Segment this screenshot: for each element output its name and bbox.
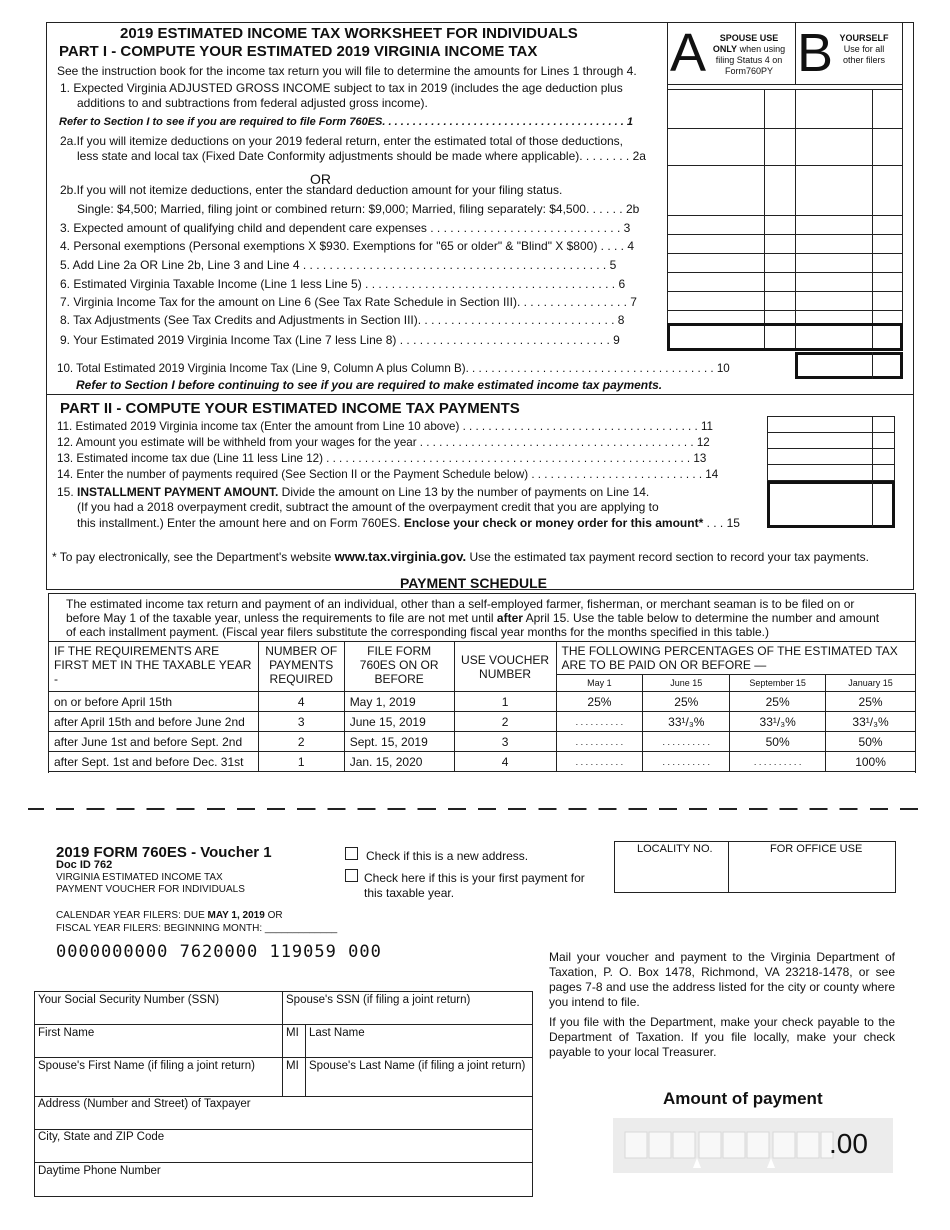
spouse-mi-field[interactable]: MI	[286, 1060, 299, 1072]
note-post: Use the estimated tax payment record section to record your tax payments.	[466, 550, 869, 564]
col-a-bold1: SPOUSE USE	[719, 33, 779, 43]
line-13-field[interactable]	[767, 448, 895, 465]
row-pct: . . . . . . . . . .	[556, 712, 643, 732]
line-7: 7. Virginia Income Tax for the amount on Line 6 (See Tax Rate Schedule in Section III). . . . . . . . . . . . . . . . . 7	[60, 295, 637, 309]
row-num: 1	[258, 752, 344, 772]
row-pct: 50%	[826, 732, 916, 752]
schedule-title: PAYMENT SCHEDULE	[400, 575, 548, 591]
line-15c-post: . . . 15	[703, 516, 740, 530]
row-num: 2	[258, 732, 344, 752]
note-pre: * To pay electronically, see the Department's website	[52, 550, 335, 564]
col-b-bold: YOURSELF	[839, 33, 889, 43]
new-address-checkbox[interactable]	[345, 847, 358, 860]
line-1c: Refer to Section I to see if you are required to file Form 760ES. . . . . . . . . . . . . . . . . . . . . . . . . . . . . . . . . . . . . . . . 1	[59, 116, 633, 128]
row-pct: 50%	[730, 732, 826, 752]
voucher-docid: Doc ID 762	[56, 859, 113, 871]
sub-may: May 1	[556, 675, 643, 692]
row-pct: 25%	[643, 692, 730, 712]
line-2a-1: 2a.If you will itemize deductions on your 2019 federal return, enter the estimated total of those deductions,	[60, 134, 623, 148]
locality-label: LOCALITY NO.	[637, 843, 713, 855]
line10-box[interactable]	[795, 352, 903, 379]
amount-title: Amount of payment	[663, 1089, 823, 1108]
line-3: 3. Expected amount of qualifying child and dependent care expenses . . . . . . . . . . . . . . . . . . . . . . . . . . . . . 3	[60, 221, 631, 235]
p2-cents-sep	[872, 416, 873, 481]
table-row	[49, 752, 916, 772]
table-row	[49, 732, 916, 752]
row-file: June 15, 2019	[344, 712, 454, 732]
grid-row-5	[667, 272, 903, 273]
last-name-field[interactable]: Last Name	[309, 1027, 365, 1039]
column-a-label	[705, 33, 793, 77]
row-file: Sept. 15, 2019	[344, 732, 454, 752]
row-sep-5	[34, 1162, 533, 1163]
row-pct: 100%	[826, 752, 916, 772]
row-sep-4	[34, 1129, 533, 1130]
line-11: 11. Estimated 2019 Virginia income tax (Enter the amount from Line 10 above) . . . . . . . . . . . . . . . . . . . . . . . . . . . . . . . . . . . . . 11	[57, 420, 713, 433]
sub-january: January 15	[826, 675, 916, 692]
column-b-label	[833, 33, 895, 66]
row-pct: 33¹/₃%	[643, 712, 730, 732]
row-voucher: 4	[454, 752, 556, 772]
row-when: after Sept. 1st and before Dec. 31st	[49, 752, 259, 772]
col-header-sep	[795, 22, 796, 84]
col-b-l2: Use for all	[843, 44, 885, 54]
grid-row-4	[667, 253, 903, 254]
row-file: Jan. 15, 2020	[344, 752, 454, 772]
row-sep-3	[34, 1096, 533, 1097]
header-voucher: USE VOUCHER NUMBER	[454, 642, 556, 692]
line-2b-2: Single: $4,500; Married, filing joint or combined return: $9,000; Married, filing separately: $4,500. . . . . . 2b	[77, 202, 640, 216]
row-sep-2	[34, 1057, 533, 1058]
line15-cents-sep	[872, 482, 873, 527]
line-or: OR	[310, 171, 331, 187]
first-payment-label-2: this taxable year.	[364, 886, 455, 900]
line-15a-rest: Divide the amount on Line 13 by the number of payments on Line 14.	[278, 485, 650, 499]
row-pct: . . . . . . . . . .	[730, 752, 826, 772]
row-when: after June 1st and before Sept. 2nd	[49, 732, 259, 752]
line-10: 10. Total Estimated 2019 Virginia Income Tax (Line 9, Column A plus Column B). . . . . . . . . . . . . . . . . . . . . . . . . . . . . . . . . . . . . . . 10	[57, 362, 730, 375]
col-a-l4: Form760PY	[724, 66, 774, 76]
row-pct: 25%	[556, 692, 643, 712]
row-file: May 1, 2019	[344, 692, 454, 712]
row-pct: 25%	[730, 692, 826, 712]
row-sep-1	[34, 1024, 533, 1025]
col-b-l3: other filers	[842, 55, 886, 65]
new-address-label: Check if this is a new address.	[366, 849, 529, 863]
row-when: after April 15th and before June 2nd	[49, 712, 259, 732]
col-a-rest: when using	[737, 44, 786, 54]
locality-field[interactable]	[616, 858, 726, 891]
sched-p2-bold: after	[496, 611, 523, 625]
line-11-field[interactable]	[767, 416, 895, 433]
line-14: 14. Enter the number of payments required (See Section II or the Payment Schedule below) . . . . . . . . . . . . . . . . . . . . . . . . . . . 14	[57, 468, 719, 481]
schedule-paragraph-1: The estimated income tax return and payment of an individual, other than a self-employed farmer, fisherman, or merchant seaman is to be filed on or	[66, 597, 855, 611]
line-15b: (If you had a 2018 overpayment credit, subtract the amount of the overpayment credit that you are applying to	[77, 500, 659, 514]
col-a-bold2: ONLY	[712, 44, 738, 54]
tax-website-link[interactable]: www.tax.virginia.gov.	[334, 549, 467, 564]
part1-intro: See the instruction book for the income tax return you will file to determine the amounts for Lines 1 through 4.	[57, 64, 637, 78]
spouse-last-name-field[interactable]: Spouse's Last Name (if filing a joint return)	[309, 1060, 526, 1072]
line-15a-pre: 15.	[57, 485, 78, 499]
row-num: 4	[258, 692, 344, 712]
line-1a: 1. Expected Virginia ADJUSTED GROSS INCOME subject to tax in 2019 (includes the age deduction plus	[60, 81, 623, 95]
cal-pre: CALENDAR YEAR FILERS: DUE	[56, 910, 208, 921]
line-15a	[57, 485, 649, 499]
table-row	[49, 692, 916, 712]
row-voucher: 2	[454, 712, 556, 732]
worksheet-title: 2019 ESTIMATED INCOME TAX WORKSHEET FOR INDIVIDUALS	[120, 25, 578, 42]
line-15c-bold: Enclose your check or money order for this amount*	[403, 516, 704, 530]
part2-title: PART II - COMPUTE YOUR ESTIMATED INCOME TAX PAYMENTS	[60, 400, 520, 417]
line-2b-1: 2b.If you will not itemize deductions, enter the standard deduction amount for your filing status.	[60, 183, 563, 197]
line-13: 13. Estimated income tax due (Line 11 less Line 12) . . . . . . . . . . . . . . . . . . . . . . . . . . . . . . . . . . . . . . . . . . . . . . . . . . . . . . . . . 13	[57, 452, 707, 465]
grid-row-7	[667, 310, 903, 311]
row-pct: 25%	[826, 692, 916, 712]
sched-p2-pre: before May 1 of the taxable year, unless the requirements to file are not met until	[66, 611, 497, 625]
line-1b: additions to and subtractions from federal adjusted gross income).	[77, 96, 428, 110]
calendar-year-due	[56, 909, 283, 923]
grid-row-2b	[667, 215, 903, 216]
grid-row-2a	[667, 165, 903, 166]
city-state-zip-field[interactable]: City, State and ZIP Code	[38, 1131, 165, 1143]
locality-sep	[728, 841, 729, 893]
spouse-first-name-field[interactable]: Spouse's First Name (if filing a joint return)	[38, 1060, 255, 1072]
line-12-field[interactable]	[767, 432, 895, 449]
voucher-title: 2019 FORM 760ES - Voucher 1	[56, 844, 272, 861]
payable-instructions: If you file with the Department, make your check payable to the Department of Taxation. If you file locally, make your check payable to your local Treasurer.	[549, 1015, 895, 1059]
line9-box[interactable]	[667, 323, 903, 351]
spouse-ssn-field[interactable]: Spouse's SSN (if filing a joint return)	[286, 994, 471, 1006]
row-num: 3	[258, 712, 344, 732]
voucher-sub-2: PAYMENT VOUCHER FOR INDIVIDUALS	[56, 884, 245, 895]
scanline: 0000000000 7620000 119059 000	[56, 942, 382, 962]
amount-cents: .00	[829, 1128, 868, 1159]
sub-june: June 15	[643, 675, 730, 692]
line-10-note: Refer to Section I before continuing to see if you are required to make estimated income tax payments.	[76, 378, 663, 392]
line-8: 8. Tax Adjustments (See Tax Credits and Adjustments in Section III). . . . . . . . . . . . . . . . . . . . . . . . . . . . . . 8	[60, 313, 625, 327]
table-row	[49, 712, 916, 732]
row-when: on or before April 15th	[49, 692, 259, 712]
sub-september: September 15	[730, 675, 826, 692]
grid-row-3	[667, 234, 903, 235]
line-15c	[77, 516, 740, 530]
schedule-paragraph-2	[66, 611, 879, 625]
line-2a-2: less state and local tax (Fixed Date Conformity adjustments should be made where applicable). . . . . . . . 2a	[77, 149, 646, 163]
ssn-field[interactable]: Your Social Security Number (SSN)	[38, 994, 220, 1006]
mailing-instructions: Mail your voucher and payment to the Virginia Department of Taxation, P. O. Box 1478, Richmond, VA 23218-1478, or see pages 7-8 and use the address listed for the city or county where you intend to file.	[549, 950, 895, 1009]
address-field[interactable]: Address (Number and Street) of Taxpayer	[38, 1098, 251, 1110]
cal-post: OR	[264, 910, 283, 921]
line-6: 6. Estimated Virginia Taxable Income (Line 1 less Line 5) . . . . . . . . . . . . . . . . . . . . . . . . . . . . . . . . . . . . . . 6	[60, 277, 626, 291]
col-header-bottom	[667, 84, 903, 85]
header-requirements: IF THE REQUIREMENTS ARE FIRST MET IN THE TAXABLE YEAR -	[49, 642, 259, 692]
header-file-date: FILE FORM 760ES ON OR BEFORE	[344, 642, 454, 692]
grid-row-6	[667, 291, 903, 292]
row-voucher: 1	[454, 692, 556, 712]
column-a-letter: A	[670, 23, 707, 83]
line-12: 12. Amount you estimate will be withheld from your wages for the year . . . . . . . . . . . . . . . . . . . . . . . . . . . . . . . . . . . . . . . . . . . 12	[57, 436, 710, 449]
office-use-label: FOR OFFICE USE	[770, 843, 863, 855]
voucher-sub-1: VIRGINIA ESTIMATED INCOME TAX	[56, 872, 223, 883]
part1-title: PART I - COMPUTE YOUR ESTIMATED 2019 VIRGINIA INCOME TAX	[59, 43, 538, 60]
line-15c-pre: this installment.) Enter the amount here and on Form 760ES.	[77, 516, 404, 530]
first-payment-label-1: Check here if this is your first payment for	[364, 871, 585, 885]
amount-of-payment-field[interactable]	[613, 1118, 893, 1173]
grid-row-1	[667, 128, 903, 129]
column-b-letter: B	[797, 23, 834, 83]
cal-bold: MAY 1, 2019	[207, 910, 265, 921]
first-payment-checkbox[interactable]	[345, 869, 358, 882]
mi-field[interactable]: MI	[286, 1027, 299, 1039]
sched-p2-post: April 15. Use the table below to determine the number and amount	[522, 611, 880, 625]
line-14-field[interactable]	[767, 464, 895, 481]
line10-cents	[872, 352, 873, 379]
first-name-field[interactable]: First Name	[38, 1027, 95, 1039]
electronic-payment-note	[52, 550, 869, 564]
schedule-paragraph-3: of each installment payment. (Fiscal year filers substitute the corresponding fiscal year months for the months specified in this table.)	[66, 625, 769, 639]
row-pct: 33¹/₃%	[826, 712, 916, 732]
line-5: 5. Add Line 2a OR Line 2b, Line 3 and Line 4 . . . . . . . . . . . . . . . . . . . . . . . . . . . . . . . . . . . . . . . . . . . . . . 5	[60, 258, 617, 272]
fiscal-year-month: FISCAL YEAR FILERS: BEGINNING MONTH: _____________	[56, 923, 338, 934]
row-voucher: 3	[454, 732, 556, 752]
part-divider	[46, 394, 914, 395]
row-pct: . . . . . . . . . .	[643, 732, 730, 752]
ssn-sep	[282, 991, 283, 1096]
header-num-payments: NUMBER OF PAYMENTS REQUIRED	[258, 642, 344, 692]
header-percentages: THE FOLLOWING PERCENTAGES OF THE ESTIMATED TAX ARE TO BE PAID ON OR BEFORE —	[556, 642, 916, 675]
line-9: 9. Your Estimated 2019 Virginia Income Tax (Line 7 less Line 8) . . . . . . . . . . . . . . . . . . . . . . . . . . . . . . . . 9	[60, 333, 620, 347]
line-15-field[interactable]	[767, 481, 895, 528]
row-pct: . . . . . . . . . .	[556, 732, 643, 752]
row-pct: 33¹/₃%	[730, 712, 826, 732]
line-15a-bold: INSTALLMENT PAYMENT AMOUNT.	[77, 485, 279, 499]
line-4: 4. Personal exemptions (Personal exemptions X $930. Exemptions for "65 or older" & "Blind" X $800) . . . . 4	[60, 239, 635, 253]
cut-line	[28, 808, 924, 810]
mi-sep	[305, 1024, 306, 1096]
col-a-l3: filing Status 4 on	[715, 55, 783, 65]
row-pct: . . . . . . . . . .	[643, 752, 730, 772]
row-pct: . . . . . . . . . .	[556, 752, 643, 772]
phone-field[interactable]: Daytime Phone Number	[38, 1165, 161, 1177]
payment-schedule-table	[48, 641, 916, 772]
